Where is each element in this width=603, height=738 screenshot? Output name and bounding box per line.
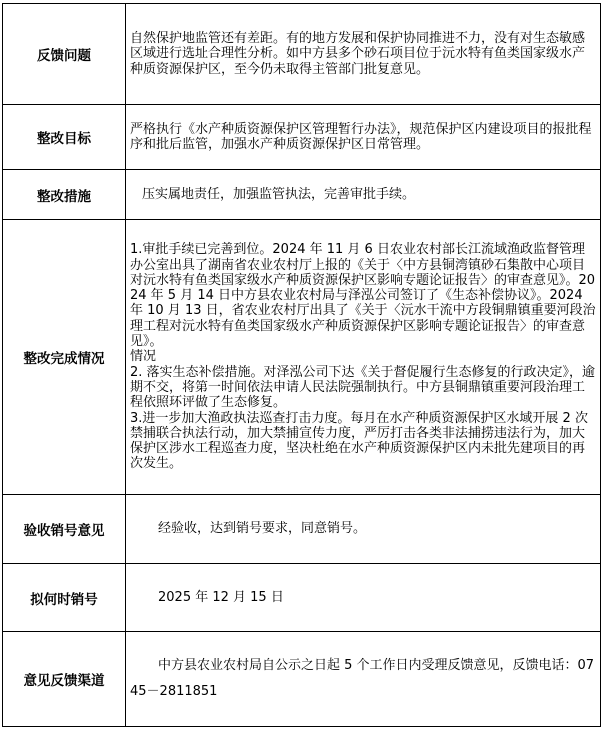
label-acceptance-opinion: 验收销号意见 xyxy=(3,495,126,564)
label-feedback-issue: 反馈问题 xyxy=(3,4,126,105)
label-rectification-goal: 整改目标 xyxy=(3,105,126,170)
label-closing-date: 拟何时销号 xyxy=(3,564,126,632)
completion-paragraph-2: 2. 落实生态补偿措施。对泽泓公司下达《关于督促履行生态修复的行政决定》，逾期不交，将第一时间依法申请人民法院强制执行。中方县铜鼎镇重要河段治理工程依照环评做了生态修复。 xyxy=(130,364,596,411)
rectification-table xyxy=(2,3,601,727)
row-feedback-issue xyxy=(3,4,601,105)
label-completion-status: 整改完成情况 xyxy=(3,220,126,495)
row-completion-status xyxy=(3,220,601,495)
row-acceptance-opinion xyxy=(3,495,601,564)
content-closing-date-cell xyxy=(126,564,601,632)
row-rectification-measures xyxy=(3,170,601,220)
content-feedback-issue: 自然保护地监管还有差距。有的地方发展和保护协同推进不力，没有对生态敏感区域进行选址合理性分析。如中方县多个砂石项目位于沅水特有鱼类国家级水产种质资源保护区，至今仍未取得主管部门批复意见。 xyxy=(126,4,601,105)
row-closing-date xyxy=(3,564,601,632)
row-feedback-channel xyxy=(3,632,601,727)
row-rectification-goal xyxy=(3,105,601,170)
content-feedback-channel: 中方县农业农村局自公示之日起 5 个工作日内受理反馈意见，反馈电话：0745－2811851 xyxy=(130,658,595,699)
completion-paragraph-1: 1.审批手续已完善到位。2024 年 11 月 6 日农业农村部长江流域渔政监督管理办公室出具了湖南省农业农村厅上报的《关于〈中方县铜湾镇砂石集散中心项目对沅水特有鱼类国家级水产种质资源保护区影响专题论证报告〉的审查意见》。2024 年 5 月 14 日中方县农业农村局与泽泓公司签订了《生态补偿协议》。2024 年 10 月 13 日，省农业农村厅出具了《关于〈沅水干流中方段铜鼎镇重要河段治理工程对沅水特有鱼类国家级水产种质资源保护区影响专题论证报告〉的审查意见》。 xyxy=(130,242,596,350)
content-rectification-measures-cell xyxy=(126,170,601,220)
completion-paragraph-3: 3.进一步加大渔政执法巡查打击力度。每月在水产种质资源保护区水域开展 2 次禁捕联合执法行动，加大禁捕宣传力度，严厉打击各类非法捕捞违法行为，加大保护区涉水工程巡查力度，坚决杜绝在水产种质资源保护区内未批先建项目的再次发生。 xyxy=(130,410,588,472)
content-acceptance-opinion: 经验收，达到销号要求，同意销号。 xyxy=(158,521,367,537)
completion-paragraph-situation: 情况 xyxy=(130,349,157,365)
label-rectification-measures: 整改措施 xyxy=(3,170,126,220)
content-feedback-channel-cell xyxy=(126,632,601,727)
content-rectification-measures: 压实属地责任，加强监管执法，完善审批手续。 xyxy=(142,186,416,202)
content-rectification-goal: 严格执行《水产种质资源保护区管理暂行办法》，规范保护区内建设项目的报批程序和批后监管，加强水产种质资源保护区日常管理。 xyxy=(126,105,601,170)
content-acceptance-opinion-cell xyxy=(126,495,601,564)
content-closing-date: 2025 年 12 月 15 日 xyxy=(158,589,284,605)
label-feedback-channel: 意见反馈渠道 xyxy=(3,632,126,727)
content-completion-status xyxy=(126,220,601,495)
